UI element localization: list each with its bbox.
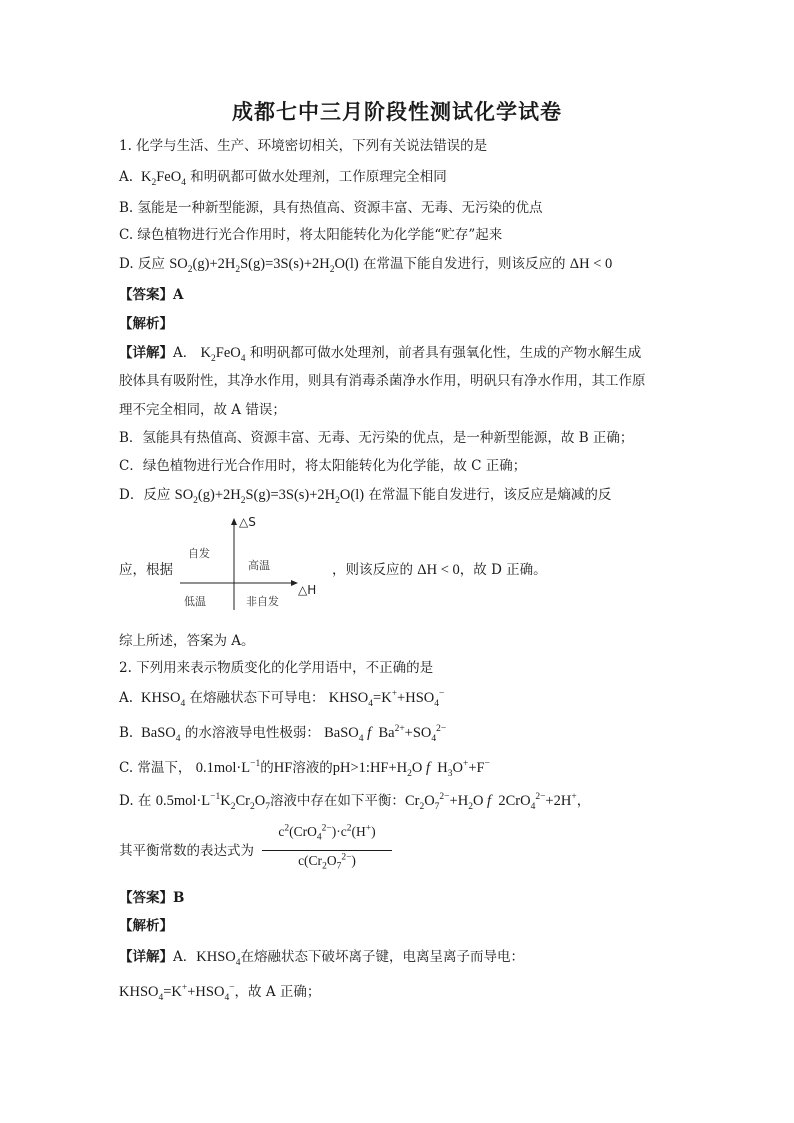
q2-answer: 【答案】B bbox=[119, 890, 185, 906]
spontaneity-diagram bbox=[176, 512, 326, 612]
quadrant-bottom-right: 非自发 bbox=[246, 595, 279, 608]
q1-answer: 【答案】A bbox=[119, 287, 184, 303]
q1-detail-d-line2a: 应，根据 bbox=[119, 562, 173, 578]
q1-analysis-label: 【解析】 bbox=[119, 316, 173, 332]
page-title: 成都七中三月阶段性测试化学试卷 bbox=[232, 100, 562, 124]
q1-detail-a-line1: 【详解】A． $K_2FeO_4$ 和明矾都可做水处理剂，前者具有强氧化性，生成的产物水解生成 bbox=[119, 345, 642, 364]
y-axis-label: △S bbox=[239, 515, 256, 529]
q1-option-b: B. 氢能是一种新型能源，具有热值高、资源丰富、无毒、无污染的优点 bbox=[119, 200, 543, 216]
q1-summary: 综上所述，答案为 A。 bbox=[119, 633, 255, 649]
quadrant-bottom-left: 低温 bbox=[184, 595, 206, 608]
q2-option-d-line2: 其平衡常数的表达式为 bbox=[119, 843, 254, 859]
q2-option-d: D. 在 $0.5mol\cdot L^{-1}K_2Cr_2O_7$溶液中存在如下平衡：$Cr_2O_7^{2-}+H_2O$ f 2CrO$_4^{2-}$+2H+， bbox=[119, 792, 591, 812]
q1-option-a: A. $K_2FeO_4$ 和明矾都可做水处理剂，工作原理完全相同 bbox=[119, 169, 447, 188]
x-axis-label: △H bbox=[298, 583, 317, 597]
q1-detail-d-line1: D．反应 $SO_2(g)+2H_2S(g)=3S(s)+2H_2O(l)$ 在常温下能自发进行，该反应是熵减的反 bbox=[119, 487, 612, 506]
q1-detail-d-line2b: ，则该反应的 ΔH < 0，故 D 正确。 bbox=[332, 562, 547, 578]
q2-option-b: B. BaSO$_4$ 的水溶液导电性极弱： BaSO$_4$ f $Ba^{2+}+SO_4^{2-}$ bbox=[119, 724, 447, 744]
q1-detail-a-line2: 胶体具有吸附性，其净水作用，则具有消毒杀菌净水作用，明矾只有净水作用，其工作原 bbox=[119, 373, 646, 389]
q2-option-a: A. $KHSO_4$ 在熔融状态下可导电： $KHSO_4=K^++HSO_4^-$ bbox=[119, 689, 445, 709]
q2-stem: 2. 下列用来表示物质变化的化学用语中，不正确的是 bbox=[119, 660, 434, 676]
quadrant-top-right: 高温 bbox=[248, 559, 270, 572]
q1-detail-b: B．氢能具有热值高、资源丰富、无毒、无污染的优点，是一种新型能源，故 B 正确； bbox=[119, 430, 634, 446]
equilibrium-constant-fraction: $c^2(CrO_4^{2-})\cdot c^2(H^+)$ $c(Cr_2O_7^{2-})$ bbox=[262, 822, 392, 878]
q2-detail-a-line1: 【详解】A．$KHSO_4$在熔融状态下破坏离子键，电离呈离子而导电： bbox=[119, 949, 524, 968]
q2-option-c: C. 常温下， $0.1mol\cdot L^{-1}$的HF溶液的$pH>1:HF+H_2O$ f $H_3O^++F^-$ bbox=[119, 759, 490, 779]
q1-option-d: D. 反应 $SO_2(g)+2H_2S(g)=3S(s)+2H_2O(l)$ 在常温下能自发进行，则该反应的 ΔH < 0 bbox=[119, 256, 613, 275]
q1-detail-c: C．绿色植物进行光合作用时，将太阳能转化为化学能，故 C 正确； bbox=[119, 458, 527, 474]
q1-option-c: C. 绿色植物进行光合作用时，将太阳能转化为化学能“贮存”起来 bbox=[119, 227, 503, 243]
q2-detail-a-line2: $KHSO_4=K^++HSO_4^-$，故 A 正确； bbox=[119, 983, 321, 1003]
q2-analysis-label: 【解析】 bbox=[119, 918, 173, 934]
q1-stem: 1. 化学与生活、生产、环境密切相关，下列有关说法错误的是 bbox=[119, 138, 488, 154]
q1-detail-a-line3: 理不完全相同，故 A 错误； bbox=[119, 402, 286, 418]
quadrant-top-left: 自发 bbox=[188, 547, 210, 560]
